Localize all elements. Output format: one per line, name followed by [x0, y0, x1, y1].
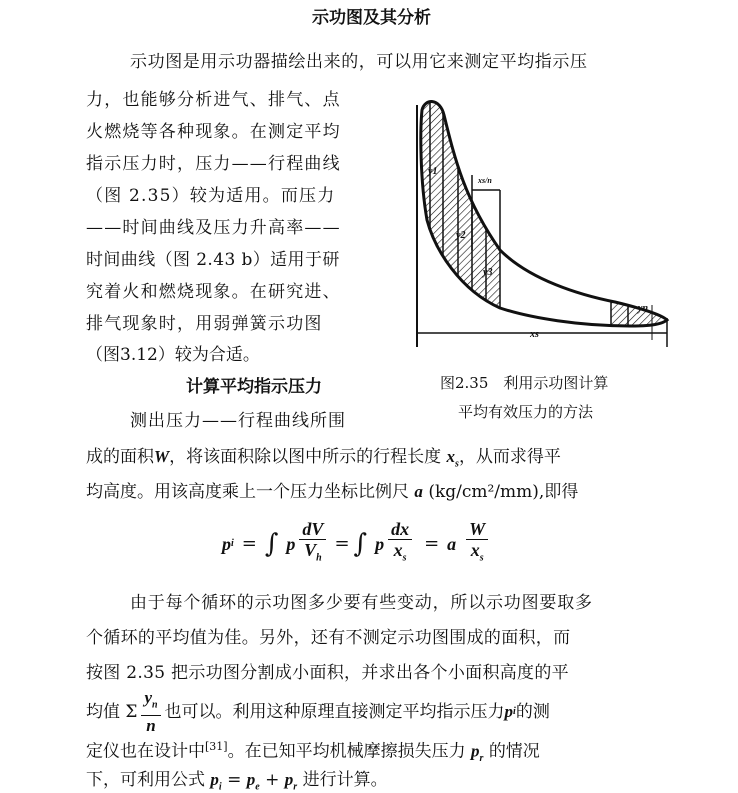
- equals: =: [424, 533, 440, 554]
- text: 进行计算。: [302, 770, 388, 790]
- equals: =: [334, 533, 350, 554]
- var-x: x: [470, 540, 480, 561]
- paragraph-line: 个循环的平均值为佳。另外，还有不测定示功图围成的面积，而: [86, 628, 571, 648]
- paragraph-line: 示功图是用示功器描绘出来的，可以用它来测定平均指示压: [130, 52, 588, 72]
- subscript: s: [455, 458, 459, 470]
- subscript: s: [479, 552, 484, 564]
- subscript: n: [151, 699, 158, 711]
- label-y1: y1: [428, 166, 438, 177]
- label-xs: xs: [530, 329, 539, 340]
- var-x: x: [393, 540, 403, 561]
- var-y: y: [144, 687, 152, 707]
- var-p: p: [284, 770, 294, 789]
- numerator: [141, 688, 160, 716]
- var-p: p: [471, 741, 480, 761]
- paragraph-line: [86, 687, 550, 736]
- text: 的情况: [488, 741, 540, 762]
- subscript: i: [218, 781, 222, 793]
- numerator: W: [466, 519, 488, 540]
- subscript: e: [255, 781, 260, 793]
- paragraph-line: ——时间曲线及压力升高率——: [86, 218, 341, 238]
- paragraph-line: 测出压力——行程曲线所围: [130, 411, 346, 431]
- text: 定仪也在设计中: [86, 741, 205, 762]
- integral: ∫: [264, 529, 279, 559]
- var-p: p: [210, 770, 219, 789]
- var-x: x: [446, 447, 456, 466]
- label-yn: yn: [638, 303, 648, 314]
- text: 。在已知平均机械摩擦损失压力: [227, 741, 466, 762]
- var-p: p: [246, 770, 256, 789]
- fraction: [388, 519, 412, 569]
- paragraph-line: [86, 447, 561, 474]
- denominator: n: [146, 716, 156, 736]
- formula: [222, 519, 492, 566]
- subheading: 计算平均指示压力: [186, 377, 322, 397]
- var-w: W: [154, 447, 170, 466]
- reference: [31]: [205, 740, 228, 753]
- text: 也可以。利用这种原理直接测定平均指示压力: [164, 702, 505, 722]
- var-p: p: [504, 702, 514, 721]
- var-p: p: [375, 534, 385, 554]
- paragraph-line: [86, 482, 578, 502]
- text: 成的面积: [86, 447, 154, 467]
- paragraph-line: 按图 2.35 把示功图分割成小面积，并求出各个小面积高度的平: [86, 663, 569, 683]
- plus: +: [259, 770, 285, 790]
- subscript: r: [293, 781, 298, 793]
- paragraph-line: [86, 737, 540, 769]
- section-title: 示功图及其分析: [312, 8, 431, 28]
- fraction: [299, 519, 326, 569]
- fraction: [466, 519, 488, 569]
- text: 均值 Σ: [86, 702, 138, 722]
- text: ，将该面积除以图中所示的行程长度: [169, 447, 442, 467]
- integral: ∫: [353, 529, 368, 559]
- text: ，从而求得平: [458, 447, 561, 467]
- equals: =: [241, 533, 257, 554]
- text: 下，可利用公式: [86, 770, 205, 790]
- denominator: [471, 540, 484, 569]
- subscript: i: [513, 706, 516, 717]
- paragraph-line: 指示压力时，压力——行程曲线: [86, 154, 341, 174]
- numerator: dx: [388, 519, 412, 540]
- label-xs-over-n: xs/n: [478, 176, 492, 185]
- var-a: a: [414, 482, 423, 501]
- subscript: r: [479, 753, 484, 765]
- text: 均高度。用该高度乘上一个压力坐标比例尺: [86, 482, 409, 502]
- label-y3: y3: [483, 267, 493, 278]
- text: (kg/cm²/mm),即得: [428, 482, 579, 502]
- figure-caption: 图2.35 利用示功图计算: [440, 374, 609, 392]
- indicator-diagram-figure: [400, 90, 680, 360]
- paragraph-line: 力，也能够分析进气、排气、点: [86, 90, 341, 110]
- subscript: h: [316, 552, 322, 564]
- paragraph-line: 火燃烧等各种现象。在测定平均: [86, 122, 341, 142]
- var-a: a: [447, 534, 457, 554]
- figure-caption: 平均有效压力的方法: [458, 403, 594, 421]
- paragraph-line: 排气现象时，用弱弹簧示功图: [86, 314, 323, 334]
- subscript: i: [231, 538, 234, 549]
- text: 的测: [515, 702, 550, 722]
- hatched-area: [417, 90, 671, 350]
- label-y2: y2: [456, 230, 466, 241]
- subscript: s: [402, 552, 407, 564]
- var-v: V: [304, 540, 317, 561]
- paragraph-line: （图 2.35）较为适用。而压力: [86, 186, 336, 206]
- paragraph-line: [86, 770, 388, 793]
- paragraph-line: 究着火和燃烧现象。在研究进、: [86, 282, 341, 302]
- numerator: dV: [299, 519, 326, 540]
- denominator: [394, 540, 407, 569]
- fraction: [141, 688, 160, 736]
- paragraph-line: （图3.12）较为合适。: [86, 345, 260, 365]
- var-p: p: [222, 534, 231, 554]
- paragraph-line: 由于每个循环的示功图多少要有些变动，所以示功图要取多: [130, 593, 593, 613]
- var-p: p: [286, 534, 296, 554]
- paragraph-line: 时间曲线（图 2.43 b）适用于研: [86, 250, 340, 270]
- denominator: [304, 540, 322, 569]
- equals: =: [221, 770, 247, 790]
